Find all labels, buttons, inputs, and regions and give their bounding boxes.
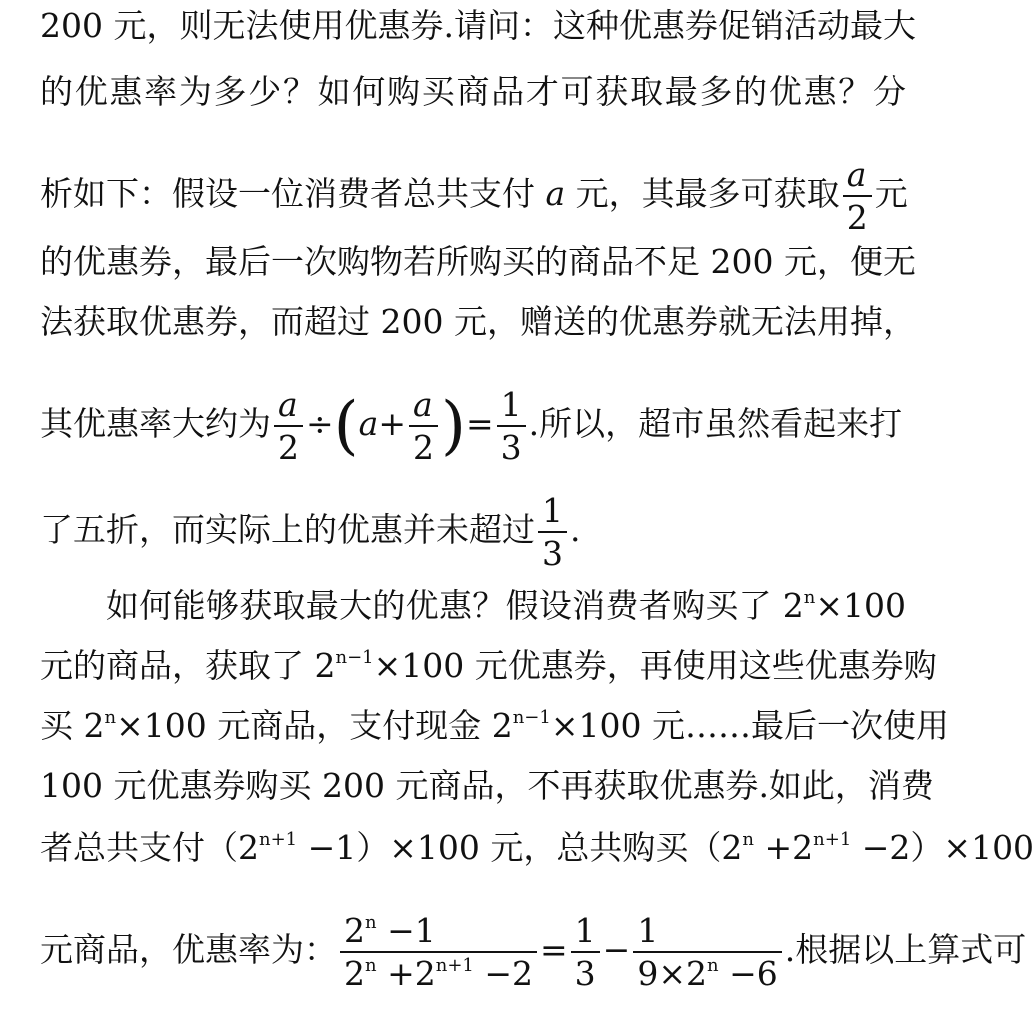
numerator: a bbox=[412, 385, 433, 424]
variable-a: a bbox=[545, 174, 566, 213]
numerator bbox=[340, 911, 537, 951]
exponent: n bbox=[365, 912, 377, 933]
fraction-1-over-3 bbox=[538, 491, 567, 573]
text: 元的商品，获取了 2 bbox=[40, 646, 336, 685]
text-line-10 bbox=[40, 706, 949, 746]
text: 元商品，优惠率为： bbox=[40, 930, 337, 969]
text: ×100 元……最后一次使用 bbox=[550, 706, 949, 745]
text-line-2 bbox=[40, 72, 906, 112]
right-paren: ) bbox=[440, 389, 466, 463]
denominator: 2 bbox=[274, 425, 303, 464]
text: 析如下：假设一位消费者总共支付 bbox=[40, 174, 546, 213]
fraction-a-over-2 bbox=[409, 385, 438, 467]
exponent: n bbox=[104, 707, 117, 728]
den-rest: −2 bbox=[473, 954, 534, 993]
fraction-1-over-9x2n-6 bbox=[633, 911, 781, 993]
text: 的优惠率为多少？如何购买商品才可获取最多的优惠？分 bbox=[40, 72, 906, 111]
variable-a: a bbox=[358, 404, 379, 443]
den-base: 9×2 bbox=[637, 954, 707, 993]
den-base: 2 bbox=[344, 954, 365, 993]
text: 买 2 bbox=[40, 706, 105, 745]
text: 了五折，而实际上的优惠并未超过 bbox=[40, 510, 535, 549]
den-rest: −6 bbox=[718, 954, 778, 993]
denominator: 2 bbox=[409, 425, 438, 464]
text: 200 元，则无法使用优惠券.请问：这种优惠券促销活动最大 bbox=[40, 6, 916, 45]
text-line-7 bbox=[40, 491, 906, 573]
denominator bbox=[340, 951, 537, 993]
text: 的优惠券，最后一次购物若所购买的商品不足 200 元，便无 bbox=[40, 242, 916, 281]
exponent: n bbox=[365, 955, 377, 976]
text: 元 bbox=[874, 174, 908, 213]
exponent: n bbox=[803, 587, 816, 608]
text-line-6 bbox=[40, 385, 906, 467]
text-line-4 bbox=[40, 242, 916, 282]
text: 法获取优惠券，而超过 200 元，赠送的优惠券就无法用掉， bbox=[40, 302, 916, 341]
text-line-8 bbox=[106, 586, 906, 626]
text: .根据以上算式可 bbox=[784, 930, 1027, 969]
numerator: 1 bbox=[637, 911, 659, 950]
plus-sign: + bbox=[378, 404, 406, 443]
text: .所以，超市虽然看起来打 bbox=[528, 404, 903, 443]
fraction-1-over-3 bbox=[571, 911, 600, 993]
exponent: n−1 bbox=[335, 647, 374, 668]
text-line-11 bbox=[40, 766, 934, 806]
denominator bbox=[633, 951, 781, 993]
exponent: n+1 bbox=[259, 829, 298, 850]
denominator: 3 bbox=[538, 531, 567, 570]
numerator: 1 bbox=[542, 491, 563, 530]
left-paren: ( bbox=[333, 389, 359, 463]
num-rest: −1 bbox=[376, 911, 436, 950]
fraction-discount-rate bbox=[340, 911, 537, 993]
numerator: a bbox=[278, 385, 298, 424]
text: ×100 bbox=[815, 586, 906, 625]
text: ×100 元优惠券，再使用这些优惠券购 bbox=[373, 646, 937, 685]
equals-sign: = bbox=[540, 930, 568, 969]
text: 者总共支付（2 bbox=[40, 828, 259, 867]
divide-sign: ÷ bbox=[306, 404, 334, 443]
denominator: 3 bbox=[571, 951, 600, 990]
den-mid: +2 bbox=[376, 954, 436, 993]
exponent: n bbox=[742, 829, 754, 850]
minus-sign: − bbox=[602, 930, 631, 969]
text-line-1 bbox=[40, 6, 916, 46]
text: 100 元优惠券购买 200 元商品，不再获取优惠券.如此，消费 bbox=[40, 766, 934, 805]
text-line-3 bbox=[40, 155, 908, 237]
fraction-a-over-2 bbox=[274, 385, 303, 467]
numerator: 1 bbox=[574, 911, 596, 950]
text: +2 bbox=[754, 828, 814, 867]
text: −2）×100 bbox=[851, 828, 1034, 867]
text: . bbox=[570, 510, 581, 549]
num-base: 2 bbox=[344, 911, 365, 950]
text-line-9 bbox=[40, 646, 937, 686]
numerator: a bbox=[846, 155, 867, 194]
equals-sign: = bbox=[465, 404, 494, 443]
text: −1）×100 元，总共购买（2 bbox=[297, 828, 743, 867]
fraction-a-over-2 bbox=[843, 155, 872, 237]
numerator: 1 bbox=[500, 385, 522, 424]
exponent: n bbox=[706, 955, 719, 976]
text: ×100 元商品，支付现金 2 bbox=[116, 706, 513, 745]
exponent: n+1 bbox=[813, 829, 852, 850]
text-line-13 bbox=[40, 911, 1027, 993]
text: 如何能够获取最大的优惠？假设消费者购买了 2 bbox=[106, 586, 804, 625]
exponent: n+1 bbox=[435, 955, 474, 976]
denominator: 2 bbox=[843, 195, 872, 234]
text-line-5 bbox=[40, 302, 916, 342]
fraction-1-over-3 bbox=[497, 385, 526, 467]
denominator: 3 bbox=[497, 425, 526, 464]
text: 元，其最多可获取 bbox=[565, 174, 840, 213]
exponent: n−1 bbox=[512, 707, 551, 728]
text: 其优惠率大约为 bbox=[40, 404, 271, 443]
